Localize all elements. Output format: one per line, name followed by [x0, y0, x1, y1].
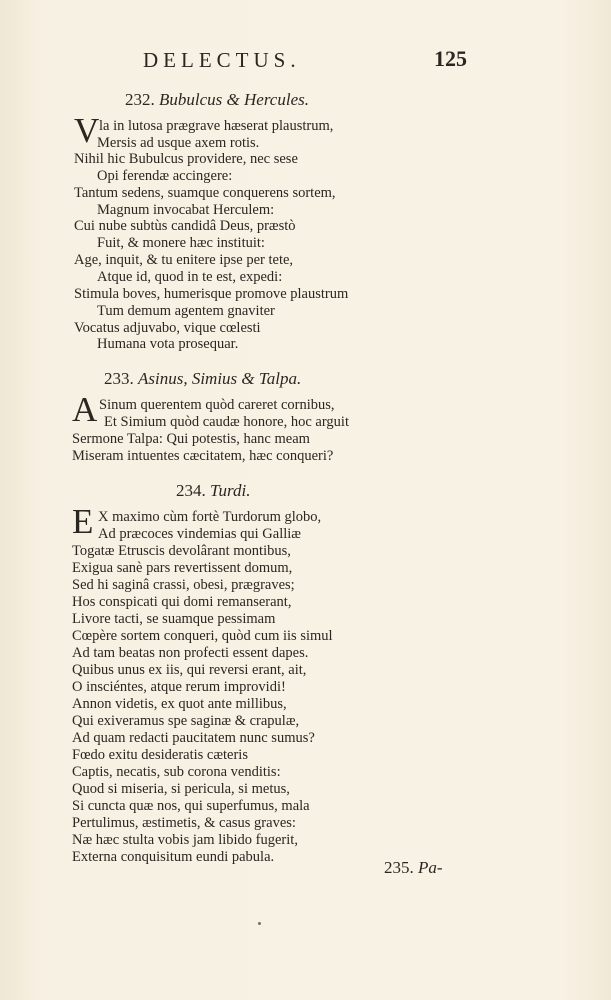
- verse-line: Næ hæc stulta vobis jam libido fugerit,: [72, 832, 298, 848]
- verse-line: Age, inquit, & tu enitere ipse per tete,: [74, 252, 294, 268]
- verse-line: Tantum sedens, suamque conquerens sortem,: [74, 185, 336, 201]
- verse-line: Quibus unus ex iis, qui reversi erant, ait,: [72, 662, 307, 678]
- verse-line: Stimula boves, humerisque promove plaustrum: [74, 286, 349, 302]
- verse-line: Si cuncta quæ nos, qui superfumus, mala: [72, 798, 310, 814]
- drop-cap: V: [74, 111, 100, 150]
- fable-heading: [125, 90, 309, 110]
- running-title: DELECTUS.: [143, 48, 301, 72]
- verse-line: Fuit, & monere hæc instituit:: [97, 235, 265, 251]
- verse-line: Hos conspicati qui domi remanserant,: [72, 594, 292, 610]
- verse-line: la in lutosa prægrave hæserat plaustrum,: [99, 118, 334, 134]
- verse-line: Ad præcoces vindemias qui Galliæ: [98, 526, 301, 542]
- drop-cap: A: [72, 390, 98, 429]
- verse-line: Miseram intuentes cæcitatem, hæc conqueri?: [72, 448, 334, 464]
- catchword-text: Pa-: [418, 858, 443, 877]
- verse-line: Mersis ad usque axem rotis.: [97, 135, 260, 151]
- verse-line: Pertulimus, æstimetis, & casus graves:: [72, 815, 296, 831]
- catchword-number: 235.: [384, 858, 414, 877]
- fable-number: 234.: [176, 481, 206, 500]
- verse-line: Captis, necatis, sub corona venditis:: [72, 764, 281, 780]
- verse-line: Quod si miseria, si pericula, si metus,: [72, 781, 290, 797]
- verse-line: Fœdo exitu desideratis cæteris: [72, 747, 248, 763]
- verse-line: Ad quam redacti paucitatem nunc sumus?: [72, 730, 315, 746]
- verse-line: Et Simium quòd caudæ honore, hoc arguit: [104, 414, 349, 430]
- fable-number: 232.: [125, 90, 155, 109]
- verse-line: Qui exiveramus spe saginæ & crapulæ,: [72, 713, 300, 729]
- verse-line: Annon videtis, ex quot ante millibus,: [72, 696, 287, 712]
- ink-speck: [258, 922, 261, 925]
- verse-line: Opi ferendæ accingere:: [97, 168, 233, 184]
- verse-line: Ad tam beatas non profecti essent dapes.: [72, 645, 309, 661]
- verse-line: Cœpère sortem conqueri, quòd cum iis simul: [72, 628, 333, 644]
- fable-heading: [104, 369, 301, 389]
- verse-line: Sinum querentem quòd careret cornibus,: [99, 397, 335, 413]
- verse-line: Togatæ Etruscis devolârant montibus,: [72, 543, 291, 559]
- verse-line: Atque id, quod in te est, expedi:: [97, 269, 283, 285]
- page-number: 125: [434, 46, 467, 71]
- verse-line: X maximo cùm fortè Turdorum globo,: [98, 509, 322, 525]
- verse-line: Externa conquisitum eundi pabula.: [72, 849, 275, 865]
- fable-title: Turdi.: [210, 481, 251, 500]
- fable-number: 233.: [104, 369, 134, 388]
- verse-line: Vocatus adjuvabo, vique cœlesti: [74, 320, 261, 336]
- drop-cap: E: [72, 502, 94, 541]
- verse-line: Exigua sanè pars revertissent domum,: [72, 560, 293, 576]
- verse-line: Sermone Talpa: Qui potestis, hanc meam: [72, 431, 310, 447]
- fable-title: Bubulcus & Hercules.: [159, 90, 309, 109]
- verse-line: Magnum invocabat Herculem:: [97, 202, 275, 218]
- verse-line: Nihil hic Bubulcus providere, nec sese: [74, 151, 298, 167]
- verse-line: Sed hi saginâ crassi, obesi, prægraves;: [72, 577, 295, 593]
- verse-line: Tum demum agentem gnaviter: [97, 303, 275, 319]
- fable-heading: [176, 481, 250, 501]
- catchword: [384, 858, 443, 878]
- verse-line: O insciéntes, atque rerum improvidi!: [72, 679, 286, 695]
- verse-line: Cui nube subtùs candidâ Deus, præstò: [74, 218, 296, 234]
- verse-line: Humana vota prosequar.: [97, 336, 239, 352]
- verse-line: Livore tacti, se suamque pessimam: [72, 611, 276, 627]
- fable-title: Asinus, Simius & Talpa.: [138, 369, 302, 388]
